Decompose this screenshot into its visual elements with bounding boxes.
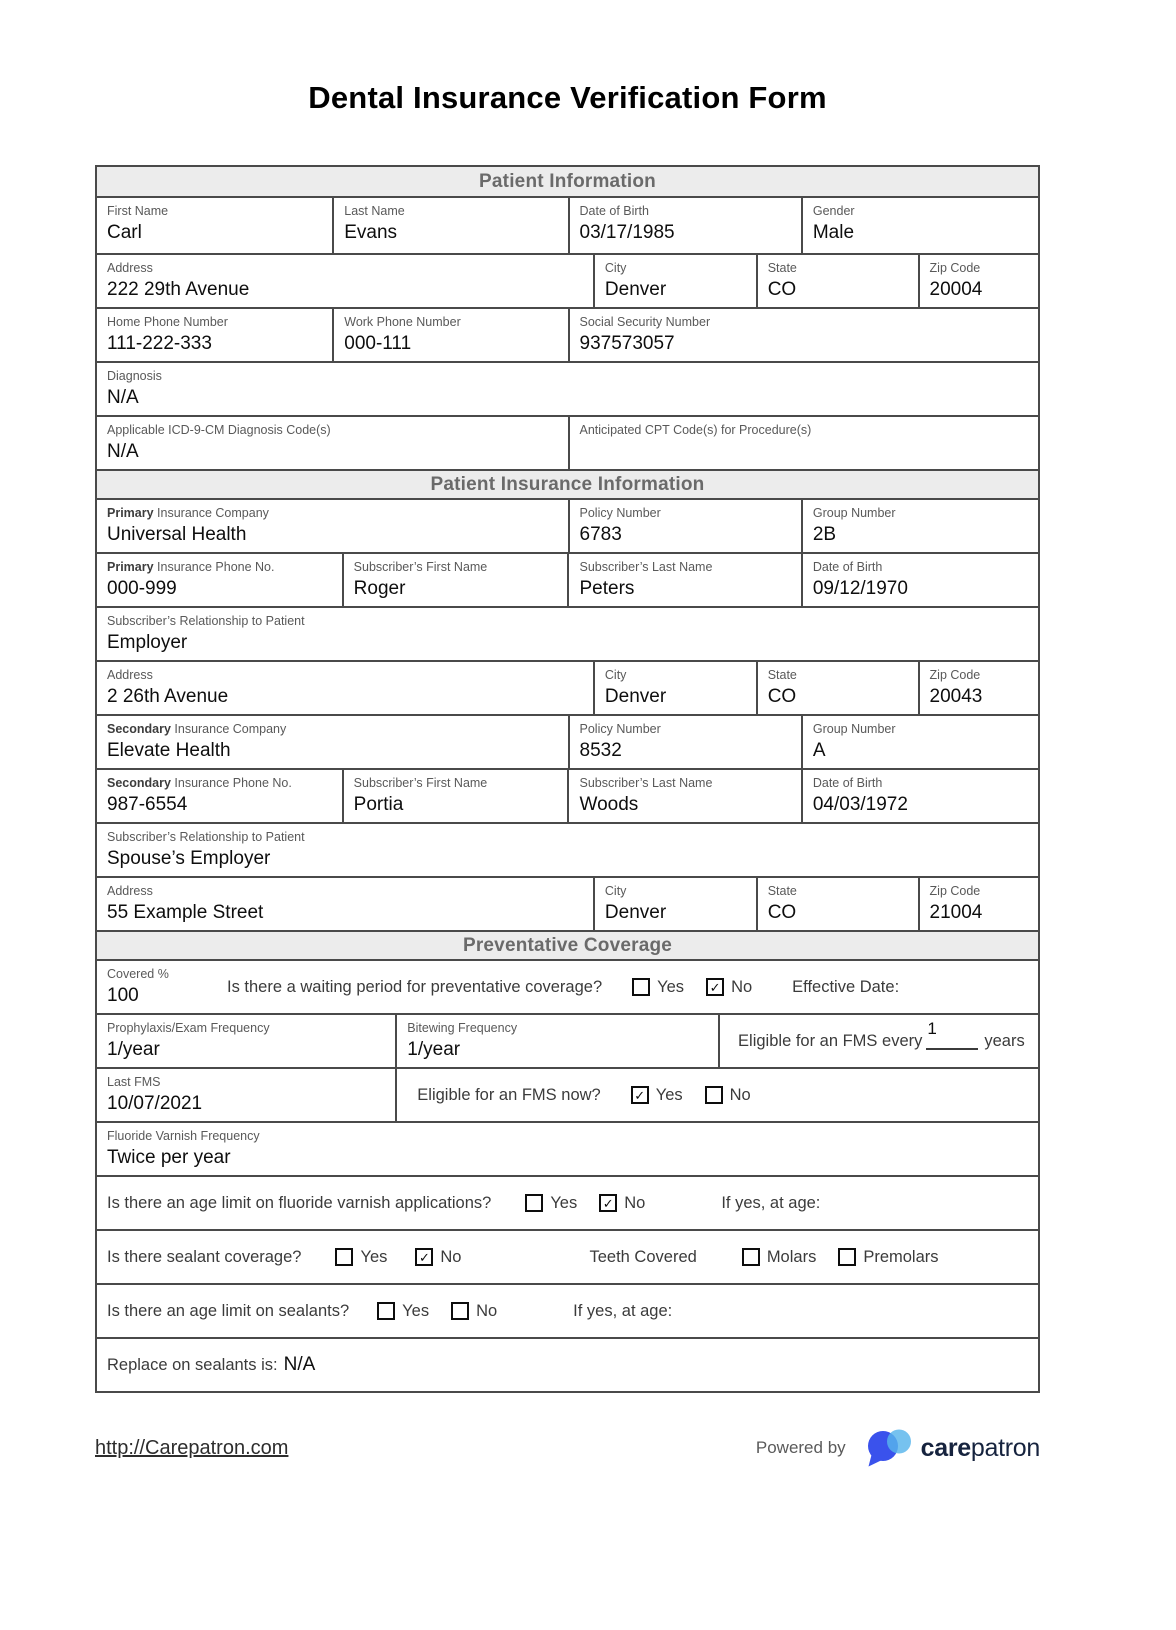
verification-form-table xyxy=(95,165,1040,1393)
sealant-age-yes-label: Yes xyxy=(402,1301,430,1320)
patient-city-value: Denver xyxy=(604,279,667,301)
field-secondary-address xyxy=(97,878,593,930)
field-secondary-city xyxy=(593,878,756,930)
primary-sub-dob-label: Date of Birth xyxy=(812,560,883,574)
field-patient-zip xyxy=(918,255,1038,307)
powered-by-text: Powered by xyxy=(755,1438,846,1457)
patient-information-header-text: Patient Information xyxy=(479,170,656,192)
page-footer xyxy=(95,1427,1040,1469)
sealant-age-no-label: No xyxy=(476,1301,498,1320)
fluoride-age-no-label: No xyxy=(624,1193,646,1212)
covered-percent-value: 100 xyxy=(107,985,139,1007)
carepatron-logo-icon xyxy=(864,1427,914,1469)
molars-checkbox[interactable] xyxy=(742,1248,760,1266)
cpt-codes-label: Anticipated CPT Code(s) for Procedure(s) xyxy=(579,423,812,437)
row-secondary-company xyxy=(97,714,1038,768)
carepatron-wordmark xyxy=(921,1434,1040,1463)
row-primary-subscriber xyxy=(97,552,1038,606)
ssn-value: 937573057 xyxy=(579,333,675,355)
field-secondary-company xyxy=(97,716,568,768)
primary-relationship-value: Employer xyxy=(107,632,188,654)
waiting-period-no-option xyxy=(706,978,752,997)
secondary-policy-label: Policy Number xyxy=(579,722,661,736)
fluoride-age-yes-label: Yes xyxy=(550,1193,578,1212)
patient-address-label: Address xyxy=(107,261,153,275)
sealant-yes-checkbox[interactable] xyxy=(335,1248,353,1266)
patient-zip-value: 20004 xyxy=(929,279,983,301)
field-primary-company xyxy=(97,500,568,552)
row-primary-relationship xyxy=(97,606,1038,660)
carepatron-wordmark-rest: patron xyxy=(970,1433,1040,1462)
secondary-zip-label: Zip Code xyxy=(929,884,981,898)
secondary-sub-last-value: Woods xyxy=(579,794,639,816)
section-header-insurance-information xyxy=(97,469,1038,498)
fluoride-age-yes-checkbox[interactable] xyxy=(525,1194,543,1212)
patient-city-label: City xyxy=(604,261,627,275)
secondary-sub-first-value: Portia xyxy=(353,794,404,816)
field-primary-state xyxy=(756,662,918,714)
primary-group-label: Group Number xyxy=(812,506,896,520)
fms-now-no-label: No xyxy=(729,1085,751,1104)
fms-now-yes-checkbox[interactable] xyxy=(631,1086,649,1104)
primary-company-label-rest: Insurance Company xyxy=(153,506,269,520)
field-patient-city xyxy=(593,255,756,307)
field-ssn xyxy=(568,309,1039,361)
waiting-period-question: Is there a waiting period for preventative coverage? xyxy=(227,977,603,996)
fms-every-prefix: Eligible for an FMS every xyxy=(738,1031,923,1050)
waiting-period-no-checkbox[interactable] xyxy=(706,978,724,996)
sealant-age-question: Is there an age limit on sealants? xyxy=(107,1301,350,1320)
waiting-period-yes-option xyxy=(632,978,684,997)
sealant-age-no-checkbox[interactable] xyxy=(451,1302,469,1320)
first-name-value: Carl xyxy=(107,222,142,244)
insurance-information-header-text: Patient Insurance Information xyxy=(430,473,705,495)
replace-sealants-label: Replace on sealants is: xyxy=(107,1355,278,1374)
field-diagnosis xyxy=(97,363,1038,415)
row-frequencies xyxy=(97,1013,1038,1067)
row-secondary-relationship xyxy=(97,822,1038,876)
bitewing-frequency-label: Bitewing Frequency xyxy=(407,1021,518,1035)
field-last-fms xyxy=(97,1069,395,1121)
secondary-city-value: Denver xyxy=(604,902,667,924)
field-patient-address xyxy=(97,255,593,307)
icd-codes-value: N/A xyxy=(107,441,139,463)
first-name-label: First Name xyxy=(107,204,169,218)
gender-label: Gender xyxy=(812,204,855,218)
primary-company-label xyxy=(107,505,558,521)
row-covered-waiting xyxy=(97,959,1038,1013)
fluoride-age-if-yes-label: If yes, at age: xyxy=(721,1193,821,1212)
field-primary-group xyxy=(801,500,1038,552)
fluoride-frequency-value: Twice per year xyxy=(107,1147,231,1169)
waiting-period-yes-label: Yes xyxy=(657,977,685,996)
row-patient-name xyxy=(97,196,1038,253)
primary-relationship-label: Subscriber’s Relationship to Patient xyxy=(107,614,305,628)
field-first-name xyxy=(97,198,332,253)
field-home-phone xyxy=(97,309,332,361)
secondary-sub-last-label: Subscriber’s Last Name xyxy=(579,776,713,790)
row-diagnosis xyxy=(97,361,1038,415)
row-patient-phones xyxy=(97,307,1038,361)
molars-label: Molars xyxy=(766,1247,817,1266)
fms-every-suffix: years xyxy=(984,1031,1025,1050)
fms-now-question: Eligible for an FMS now? xyxy=(417,1085,601,1104)
patient-zip-label: Zip Code xyxy=(929,261,981,275)
row-fluoride-frequency xyxy=(97,1121,1038,1175)
premolars-label: Premolars xyxy=(863,1247,939,1266)
fms-every-blank-line xyxy=(926,1018,978,1050)
field-secondary-group xyxy=(801,716,1038,768)
primary-state-value: CO xyxy=(767,686,797,708)
field-primary-city xyxy=(593,662,756,714)
covered-percent-label: Covered % xyxy=(107,967,169,981)
prophylaxis-frequency-value: 1/year xyxy=(107,1039,160,1061)
field-secondary-state xyxy=(756,878,918,930)
field-primary-phone xyxy=(97,554,342,606)
primary-city-value: Denver xyxy=(604,686,667,708)
row-primary-address xyxy=(97,660,1038,714)
fluoride-age-no-checkbox[interactable] xyxy=(599,1194,617,1212)
work-phone-label: Work Phone Number xyxy=(344,315,461,329)
gender-value: Male xyxy=(812,222,855,244)
primary-sub-first-label: Subscriber’s First Name xyxy=(353,560,488,574)
primary-phone-label-bold: Primary xyxy=(107,560,154,574)
primary-sub-first-value: Roger xyxy=(353,578,406,600)
sealant-no-label: No xyxy=(440,1247,462,1266)
section-header-patient-information xyxy=(97,167,1038,196)
sealant-age-no-option xyxy=(451,1302,497,1321)
row-codes xyxy=(97,415,1038,469)
field-bitewing-frequency xyxy=(395,1015,718,1067)
secondary-sub-dob-value: 04/03/1972 xyxy=(812,794,908,816)
sealant-yes-option xyxy=(335,1248,387,1267)
primary-phone-value: 000-999 xyxy=(107,578,177,600)
fms-every-value: 1 xyxy=(927,1018,937,1038)
field-secondary-sub-dob xyxy=(801,770,1038,822)
row-sealant-coverage xyxy=(97,1229,1038,1283)
primary-state-label: State xyxy=(767,668,797,682)
secondary-policy-value: 8532 xyxy=(579,740,622,762)
row-replace-sealants xyxy=(97,1337,1038,1391)
fluoride-frequency-label: Fluoride Varnish Frequency xyxy=(107,1129,260,1143)
primary-phone-label-rest: Insurance Phone No. xyxy=(153,560,275,574)
last-name-label: Last Name xyxy=(344,204,405,218)
secondary-company-value: Elevate Health xyxy=(107,740,231,762)
field-patient-state xyxy=(756,255,918,307)
primary-zip-value: 20043 xyxy=(929,686,983,708)
section-header-preventative-coverage xyxy=(97,930,1038,959)
primary-address-value: 2 26th Avenue xyxy=(107,686,229,708)
fms-now-no-option xyxy=(705,1086,751,1105)
secondary-group-value: A xyxy=(812,740,826,762)
premolars-option xyxy=(838,1248,938,1267)
preventative-coverage-header-text: Preventative Coverage xyxy=(462,934,673,956)
row-sealant-age-limit xyxy=(97,1283,1038,1337)
primary-sub-last-value: Peters xyxy=(579,578,635,600)
secondary-phone-value: 987-6554 xyxy=(107,794,188,816)
diagnosis-value: N/A xyxy=(107,387,139,409)
last-name-value: Evans xyxy=(344,222,398,244)
field-primary-relationship xyxy=(97,608,1038,660)
fms-now-yes-option xyxy=(631,1086,683,1105)
page-title: Dental Insurance Verification Form xyxy=(308,80,827,115)
last-fms-value: 10/07/2021 xyxy=(107,1093,203,1115)
primary-group-value: 2B xyxy=(812,524,837,546)
field-primary-sub-last xyxy=(567,554,800,606)
waiting-period-no-label: No xyxy=(731,977,753,996)
field-primary-sub-first xyxy=(342,554,568,606)
primary-sub-last-label: Subscriber’s Last Name xyxy=(579,560,713,574)
field-gender xyxy=(801,198,1038,253)
field-waiting-period xyxy=(197,961,1038,1013)
primary-address-label: Address xyxy=(107,668,153,682)
patient-dob-value: 03/17/1985 xyxy=(579,222,675,244)
patient-dob-label: Date of Birth xyxy=(579,204,649,218)
field-secondary-policy xyxy=(568,716,801,768)
primary-phone-label xyxy=(107,559,332,575)
row-patient-address xyxy=(97,253,1038,307)
work-phone-value: 000-111 xyxy=(344,333,412,355)
secondary-relationship-label: Subscriber’s Relationship to Patient xyxy=(107,830,305,844)
secondary-company-label xyxy=(107,721,558,737)
primary-company-value: Universal Health xyxy=(107,524,247,546)
row-secondary-address xyxy=(97,876,1038,930)
patient-state-label: State xyxy=(767,261,797,275)
bitewing-frequency-value: 1/year xyxy=(407,1039,461,1061)
row-secondary-subscriber xyxy=(97,768,1038,822)
field-primary-policy xyxy=(568,500,801,552)
secondary-relationship-value: Spouse’s Employer xyxy=(107,848,271,870)
field-prophylaxis-frequency xyxy=(97,1015,395,1067)
home-phone-label: Home Phone Number xyxy=(107,315,228,329)
primary-sub-dob-value: 09/12/1970 xyxy=(812,578,908,600)
secondary-phone-label xyxy=(107,775,332,791)
primary-policy-value: 6783 xyxy=(579,524,622,546)
sealant-coverage-question: Is there sealant coverage? xyxy=(107,1247,302,1266)
replace-sealants-value: N/A xyxy=(283,1354,316,1375)
row-fluoride-age-limit xyxy=(97,1175,1038,1229)
patient-state-value: CO xyxy=(767,279,797,301)
secondary-sub-dob-label: Date of Birth xyxy=(812,776,883,790)
fluoride-age-no-option xyxy=(599,1194,645,1213)
carepatron-wordmark-bold: care xyxy=(920,1433,971,1462)
sealant-age-yes-option xyxy=(377,1302,429,1321)
diagnosis-label: Diagnosis xyxy=(107,369,162,383)
powered-by-group xyxy=(756,1427,1040,1469)
secondary-company-label-bold: Secondary xyxy=(107,722,171,736)
field-fms-every xyxy=(718,1015,1038,1067)
secondary-sub-first-label: Subscriber’s First Name xyxy=(353,776,488,790)
field-primary-address xyxy=(97,662,593,714)
carepatron-logo xyxy=(864,1427,1040,1469)
sealant-age-if-yes-label: If yes, at age: xyxy=(573,1301,673,1320)
fms-now-yes-label: Yes xyxy=(655,1085,683,1104)
secondary-city-label: City xyxy=(604,884,627,898)
field-last-name xyxy=(332,198,567,253)
icd-codes-label: Applicable ICD-9-CM Diagnosis Code(s) xyxy=(107,423,331,437)
field-work-phone xyxy=(332,309,567,361)
carepatron-link[interactable]: http://Carepatron.com xyxy=(95,1436,289,1459)
last-fms-label: Last FMS xyxy=(107,1075,161,1089)
field-primary-zip xyxy=(918,662,1038,714)
effective-date-label: Effective Date: xyxy=(792,977,900,996)
primary-zip-label: Zip Code xyxy=(929,668,981,682)
sealant-no-checkbox[interactable] xyxy=(415,1248,433,1266)
waiting-period-yes-checkbox[interactable] xyxy=(632,978,650,996)
field-patient-dob xyxy=(568,198,801,253)
secondary-zip-value: 21004 xyxy=(929,902,983,924)
sealant-age-yes-checkbox[interactable] xyxy=(377,1302,395,1320)
secondary-phone-label-bold: Secondary xyxy=(107,776,171,790)
primary-company-label-bold: Primary xyxy=(107,506,154,520)
teeth-covered-label: Teeth Covered xyxy=(589,1247,697,1266)
secondary-address-value: 55 Example Street xyxy=(107,902,264,924)
ssn-label: Social Security Number xyxy=(579,315,711,329)
patient-address-value: 222 29th Avenue xyxy=(107,279,250,301)
molars-option xyxy=(742,1248,817,1267)
premolars-checkbox[interactable] xyxy=(838,1248,856,1266)
field-icd-codes xyxy=(97,417,568,469)
secondary-group-label: Group Number xyxy=(812,722,896,736)
primary-policy-label: Policy Number xyxy=(579,506,661,520)
field-secondary-sub-first xyxy=(342,770,568,822)
field-primary-sub-dob xyxy=(801,554,1038,606)
primary-city-label: City xyxy=(604,668,627,682)
document-page xyxy=(95,0,1040,1469)
fluoride-age-yes-option xyxy=(525,1194,577,1213)
field-cpt-codes xyxy=(568,417,1039,469)
secondary-state-label: State xyxy=(767,884,797,898)
home-phone-value: 111-222-333 xyxy=(107,333,212,355)
field-fluoride-frequency xyxy=(97,1123,1038,1175)
sealant-yes-label: Yes xyxy=(360,1247,388,1266)
field-fms-now xyxy=(395,1069,1038,1121)
secondary-company-label-rest: Insurance Company xyxy=(170,722,287,736)
row-last-fms xyxy=(97,1067,1038,1121)
secondary-state-value: CO xyxy=(767,902,797,924)
row-primary-company xyxy=(97,498,1038,552)
field-covered-percent xyxy=(97,961,197,1013)
fluoride-age-question: Is there an age limit on fluoride varnish applications? xyxy=(107,1193,492,1212)
secondary-phone-label-rest: Insurance Phone No. xyxy=(170,776,292,790)
fms-now-no-checkbox[interactable] xyxy=(705,1086,723,1104)
field-secondary-phone xyxy=(97,770,342,822)
field-secondary-zip xyxy=(918,878,1038,930)
prophylaxis-frequency-label: Prophylaxis/Exam Frequency xyxy=(107,1021,270,1035)
field-secondary-relationship xyxy=(97,824,1038,876)
field-secondary-sub-last xyxy=(567,770,800,822)
sealant-no-option xyxy=(415,1248,461,1267)
secondary-address-label: Address xyxy=(107,884,153,898)
